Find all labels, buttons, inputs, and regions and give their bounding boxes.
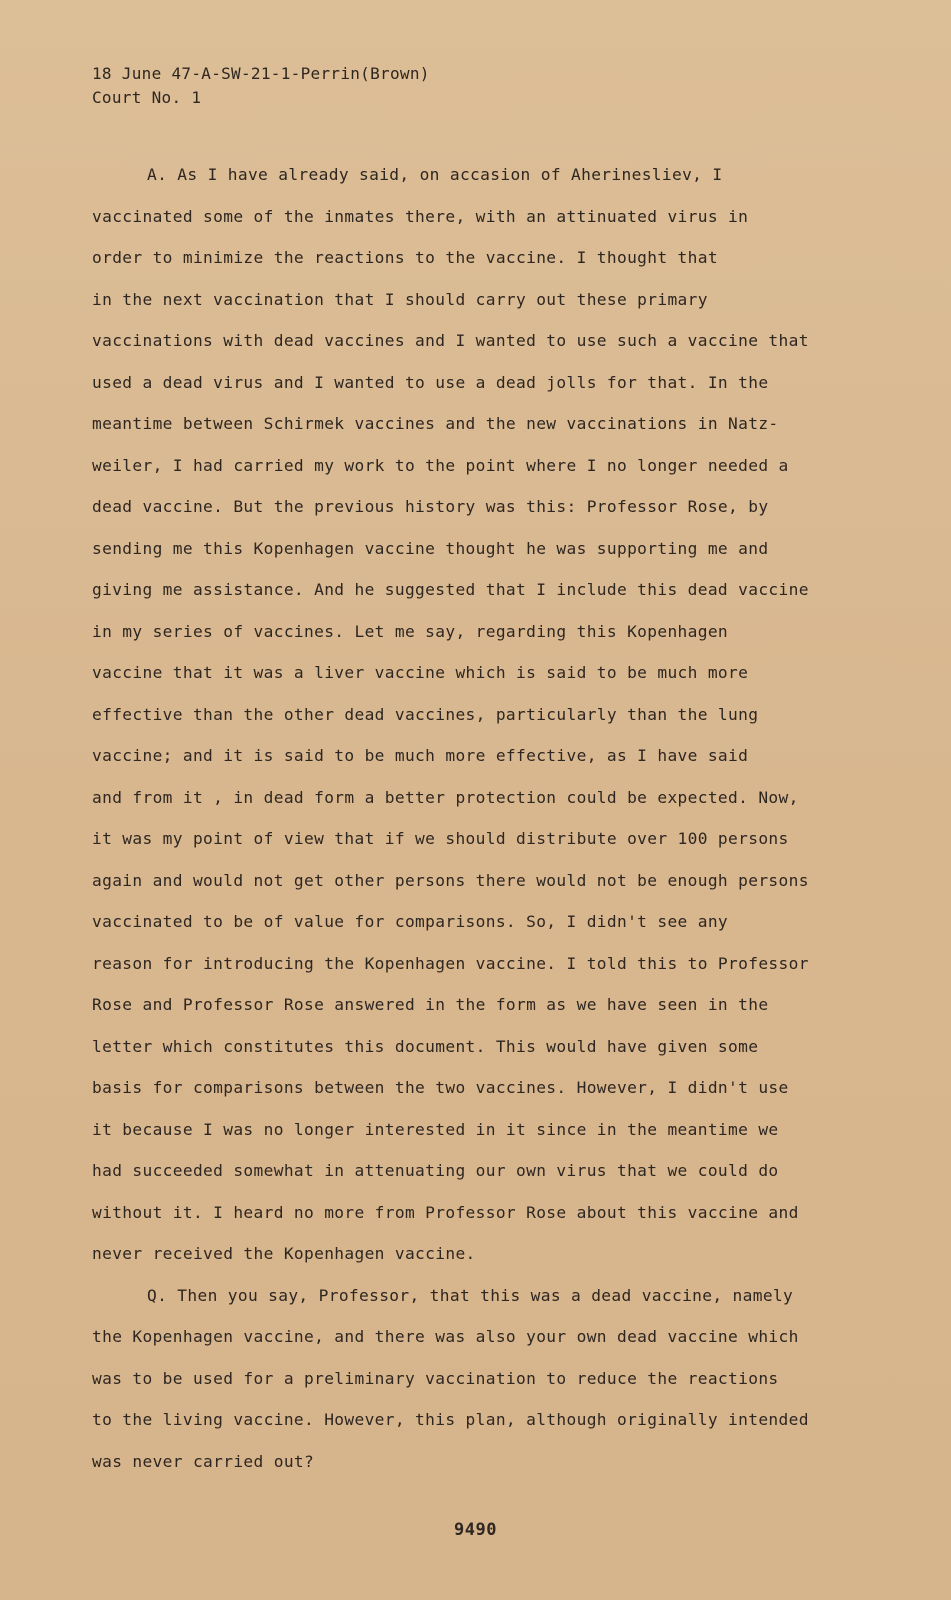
- answer-line: sending me this Kopenhagen vaccine thought he was supporting me and: [92, 538, 769, 558]
- document-header: [92, 62, 430, 110]
- answer-line: vaccine; and it is said to be much more effective, as I have said: [92, 746, 749, 765]
- answer-line: dead vaccine. But the previous history was this: Professor Rose, by: [92, 497, 769, 516]
- answer-line: in my series of vaccines. Let me say, regarding this Kopenhagen: [92, 621, 729, 641]
- question-line: the Kopenhagen vaccine, and there was also your own dead vaccine which: [92, 1327, 799, 1346]
- answer-line: meantime between Schirmek vaccines and the new vaccinations in Natz-: [92, 414, 779, 433]
- answer-line: A. As I have already said, on accasion of Aherinesliev, I: [147, 165, 723, 184]
- transcript-body: [92, 162, 832, 1490]
- answer-line: and from it , in dead form a better protection could be expected. Now,: [92, 787, 799, 807]
- answer-line: it was my point of view that if we should distribute over 100 persons: [92, 829, 789, 848]
- answer-line: letter which constitutes this document. This would have given some: [92, 1036, 759, 1056]
- answer-line: Rose and Professor Rose answered in the form as we have seen in the: [92, 995, 769, 1014]
- answer-line: never received the Kopenhagen vaccine.: [92, 1244, 476, 1263]
- answer-line: vaccinations with dead vaccines and I wanted to use such a vaccine that: [92, 331, 809, 350]
- answer-line: vaccinated to be of value for comparisons. So, I didn't see any: [92, 912, 729, 931]
- answer-line: had succeeded somewhat in attenuating our own virus that we could do: [92, 1161, 779, 1180]
- header-reference: 18 June 47-A-SW-21-1-Perrin(Brown): [92, 64, 430, 83]
- answer-line: reason for introducing the Kopenhagen vaccine. I told this to Professor: [92, 953, 809, 973]
- question-line: was never carried out?: [92, 1451, 315, 1471]
- answer-line: vaccine that it was a liver vaccine which is said to be much more: [92, 663, 749, 682]
- answer-line: order to minimize the reactions to the vaccine. I thought that: [92, 248, 718, 267]
- answer-line: without it. I heard no more from Professor Rose about this vaccine and: [92, 1202, 799, 1222]
- answer-line: it because I was no longer interested in it since in the meantime we: [92, 1119, 779, 1139]
- question-line: to the living vaccine. However, this plan, although originally intended: [92, 1410, 809, 1429]
- answer-line: effective than the other dead vaccines, particularly than the lung: [92, 704, 759, 724]
- question-line: Q. Then you say, Professor, that this was a dead vaccine, namely: [147, 1285, 794, 1305]
- answer-line: weiler, I had carried my work to the point where I no longer needed a: [92, 455, 789, 475]
- header-court: Court No. 1: [92, 88, 202, 107]
- answer-line: again and would not get other persons there would not be enough persons: [92, 870, 809, 890]
- page-number: 9490: [454, 1520, 497, 1540]
- answer-line: in the next vaccination that I should carry out these primary: [92, 289, 708, 309]
- question-line: was to be used for a preliminary vaccination to reduce the reactions: [92, 1368, 779, 1388]
- answer-line: giving me assistance. And he suggested that I include this dead vaccine: [92, 580, 809, 599]
- answer-line: vaccinated some of the inmates there, with an attinuated virus in: [92, 206, 749, 226]
- answer-line: basis for comparisons between the two vaccines. However, I didn't use: [92, 1078, 789, 1097]
- answer-line: used a dead virus and I wanted to use a dead jolls for that. In the: [92, 372, 769, 392]
